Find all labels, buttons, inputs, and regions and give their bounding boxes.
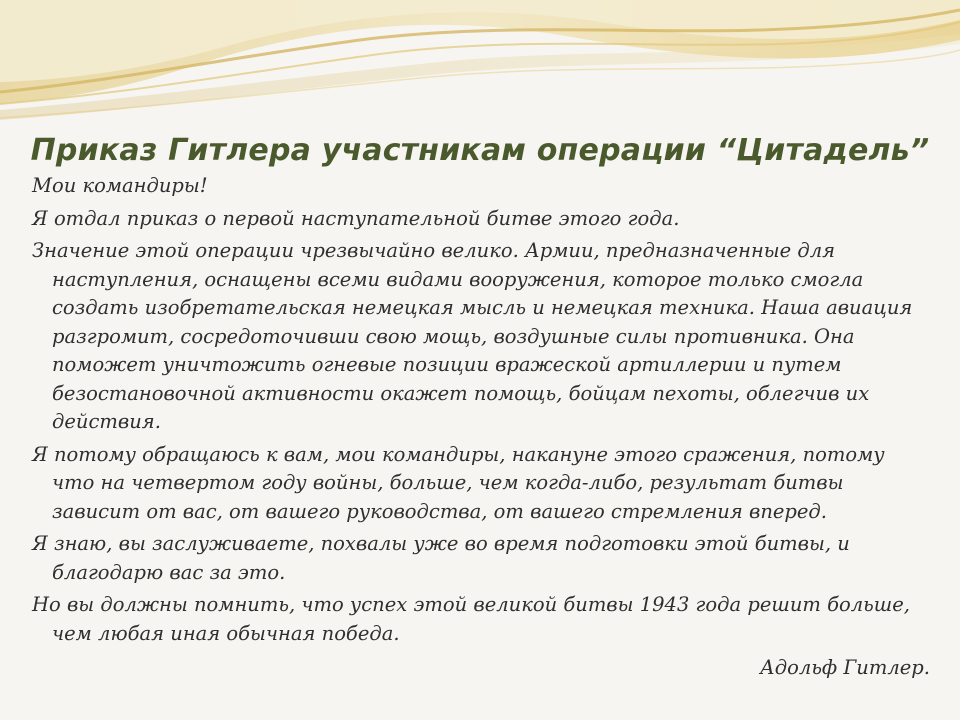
paragraph-greeting: Мои командиры!: [32, 174, 208, 197]
slide-title: Приказ Гитлера участникам операции “Цитадель”: [30, 133, 930, 168]
paragraph-order: Я отдал приказ о первой наступательной битве этого года.: [32, 206, 680, 230]
paragraph-appeal: Я потому обращаюсь к вам, мои командиры, накануне этого сражения, потому что на четвертом году войны, больше, чем когда-либо, результат битвы зависит от вас, от вашего руководства, от вашего стремления вперед.: [32, 442, 885, 523]
slide-body: [32, 172, 932, 683]
signature: Адольф Гитлер.: [760, 656, 930, 679]
paragraph-significance: Значение этой операции чрезвычайно велико. Армии, предназначенные для наступления, оснащены всеми видами вооружения, которое только смогла создать изобретательская немецкая мысль и немецкая техника. Наша авиация разгромит, сосредоточивши свою мощь, воздушные силы противника. Она поможет уничтожить огневые позиции вражеской артиллерии и путем безостановочной активности окажет помощь, бойцам пехоты, облегчив их действия.: [32, 239, 913, 433]
paragraph-importance: Но вы должны помнить, что успех этой великой битвы 1943 года решит больше, чем любая иная обычная победа.: [32, 593, 910, 645]
decorative-wave-header: [0, 0, 960, 130]
paragraph-gratitude: Я знаю, вы заслуживаете, похвалы уже во время подготовки этой битвы, и благодарю вас за это.: [32, 532, 850, 584]
